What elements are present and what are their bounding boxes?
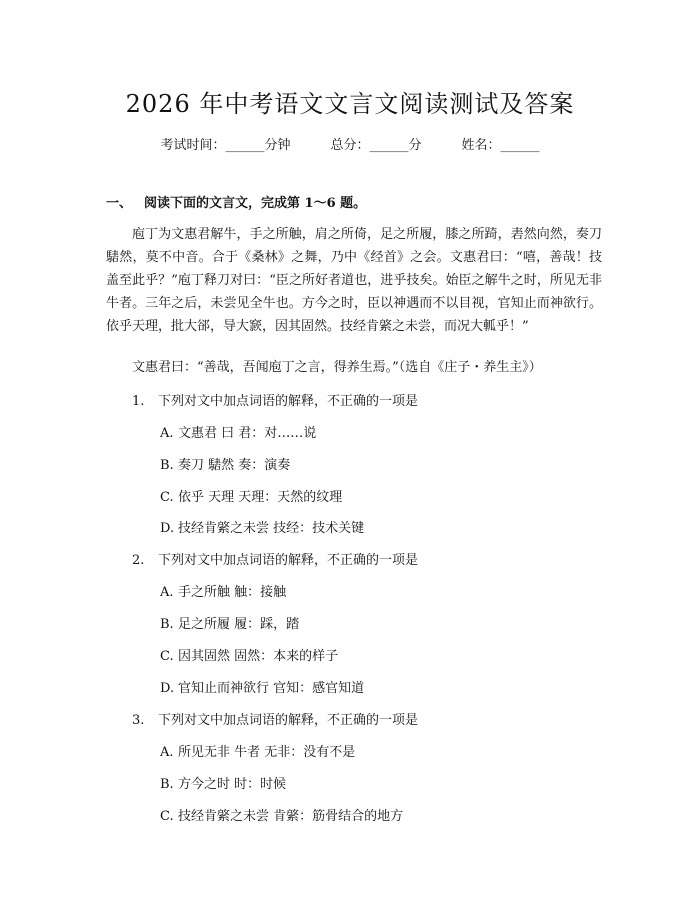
question-1-option-c (160, 486, 342, 505)
question-number: 3. (132, 713, 145, 728)
section-instruction: 阅读下面的文言文，完成第 1～6 题。 (144, 196, 367, 211)
question-2 (132, 549, 418, 568)
exam-time-field: 考试时间：______分钟 (160, 138, 291, 153)
question-1-option-b (160, 454, 290, 473)
option-text: 因其固然 固然：本来的样子 (178, 649, 339, 664)
question-3-option-b (160, 773, 286, 792)
option-text: 官知止而神欲行 官知：感官知道 (178, 681, 365, 696)
question-1 (132, 390, 418, 409)
question-1-option-d (160, 517, 364, 536)
question-text: 下列对文中加点词语的解释，不正确的一项是 (158, 713, 419, 728)
option-text: 所见无非 牛者 无非：没有不是 (178, 745, 356, 760)
option-text: 依乎 天理 天理：天然的纹理 (178, 490, 343, 505)
option-letter: A. (160, 585, 174, 600)
question-3-option-c (160, 805, 403, 824)
question-text: 下列对文中加点词语的解释，不正确的一项是 (158, 394, 419, 409)
question-1-option-a (160, 422, 316, 441)
total-score-field: 总分：______分 (330, 138, 422, 153)
option-letter: A. (160, 426, 174, 441)
question-3 (132, 709, 418, 728)
option-letter: A. (160, 745, 174, 760)
student-name-field: 姓名：______ (461, 138, 540, 153)
option-letter: B. (160, 777, 174, 792)
option-letter: C. (160, 809, 174, 824)
option-letter: D. (160, 681, 175, 696)
question-number: 2. (132, 553, 145, 568)
question-2-option-a (160, 581, 286, 600)
question-2-option-d (160, 677, 364, 696)
option-text: 技经肯綮之未尝 技经：技术关键 (178, 521, 365, 536)
section-heading (106, 192, 366, 211)
question-text: 下列对文中加点词语的解释，不正确的一项是 (158, 553, 419, 568)
option-letter: C. (160, 490, 174, 505)
section-number: 一、 (106, 196, 133, 211)
passage-paragraph-2: 文惠君曰：“善哉，吾闻庖丁之言，得养生焉。”（选自《庄子・养生主》） (132, 360, 542, 375)
option-text: 文惠君 曰 君：对……说 (178, 426, 317, 441)
option-text: 足之所履 履：踩，踏 (178, 617, 300, 632)
option-text: 奏刀 騞然 奏：演奏 (178, 458, 291, 473)
question-2-option-b (160, 613, 299, 632)
option-letter: C. (160, 649, 174, 664)
question-3-option-a (160, 741, 355, 760)
question-2-option-c (160, 645, 338, 664)
option-letter: B. (160, 617, 174, 632)
option-letter: D. (160, 521, 175, 536)
question-number: 1. (132, 394, 145, 409)
option-text: 技经肯綮之未尝 肯綮：筋骨结合的地方 (178, 809, 404, 824)
option-text: 方今之时 时：时候 (178, 777, 287, 792)
document-title: 2026 年中考语文文言文阅读测试及答案 (125, 90, 575, 118)
option-letter: B. (160, 458, 174, 473)
passage-paragraph-1: 庖丁为文惠君解牛，手之所触，肩之所倚，足之所履，膝之所踦，砉然向然，奏刀騞然，莫不中音。合于《桑林》之舞，乃中《经首》之会。文惠君曰：“嘻，善哉！技盖至此乎？”庖丁释刀对曰：“臣之所好者道也，进乎技矣。始臣之解牛之时，所见无非牛者。三年之后，未尝见全牛也。方今之时，臣以神遇而不以目视，官知止而神欲行。依乎天理，批大郤，导大窾，因其固然。技经肯綮之未尝，而况大軱乎！” (106, 227, 602, 334)
option-text: 手之所触 触：接触 (178, 585, 287, 600)
exam-meta (0, 134, 700, 153)
